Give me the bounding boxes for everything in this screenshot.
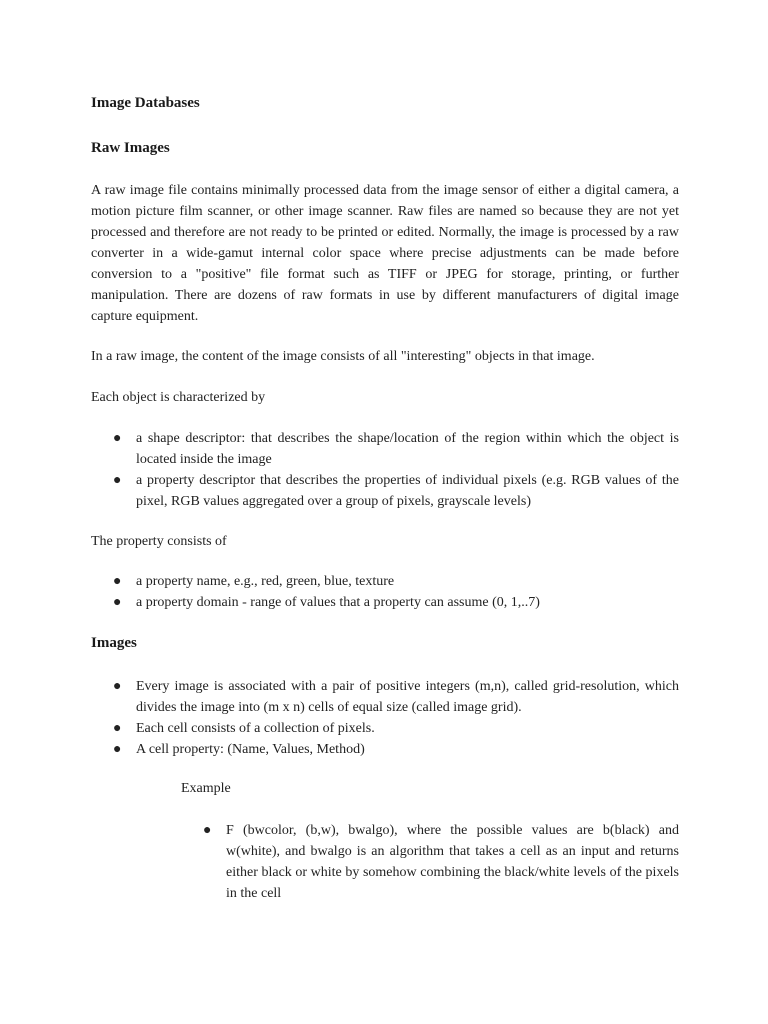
bullet-icon: ●: [113, 431, 122, 446]
example-list: [203, 820, 679, 904]
list-item-text: Every image is associated with a pair of positive integers (m,n), called grid-resolution, which divides the image into (m x n) cells of equal size (called image grid).: [136, 679, 679, 715]
raw-images-intro-paragraph: A raw image file contains minimally processed data from the image sensor of either a digital camera, a motion picture film scanner, or other image scanner. Raw files are named so because they are not yet processed and therefore are not ready to be printed or edited. Normally, the image is processed by a raw converter in a wide-gamut internal color space where precise adjustments can be made before conversion to a "positive" file format such as TIFF or JPEG for storage, printing, or further manipulation. There are dozens of raw formats in use by different manufacturers of digital image capture equipment.: [91, 183, 679, 324]
list-item: [113, 718, 679, 739]
bullet-icon: ●: [113, 595, 122, 610]
list-item: [113, 739, 679, 760]
list-item-text: a property name, e.g., red, green, blue, texture: [136, 574, 395, 589]
example-label: Example: [181, 781, 231, 796]
section-heading-images: Images: [91, 635, 137, 651]
list-item-text: A cell property: (Name, Values, Method): [136, 742, 365, 757]
property-list: [113, 571, 679, 613]
list-item: [113, 571, 679, 592]
bullet-icon: ●: [113, 473, 122, 488]
property-consists-paragraph: The property consists of: [91, 534, 227, 549]
list-item-text: a property domain - range of values that a property can assume (0, 1,..7): [136, 595, 540, 610]
bullet-icon: ●: [113, 721, 122, 736]
list-item-text: Each cell consists of a collection of pixels.: [136, 721, 375, 736]
list-item-text: a property descriptor that describes the properties of individual pixels (e.g. RGB values of the pixel, RGB values aggregated over a group of pixels, grayscale levels): [136, 473, 679, 509]
document-title: Image Databases: [91, 95, 200, 111]
list-item-text: a shape descriptor: that describes the shape/location of the region within which the object is located inside the image: [136, 431, 679, 467]
images-list: [113, 676, 679, 760]
list-item: [113, 470, 679, 512]
raw-image-content-paragraph: In a raw image, the content of the image consists of all "interesting" objects in that image.: [91, 349, 595, 364]
bullet-icon: ●: [113, 742, 122, 757]
list-item: [113, 592, 679, 613]
section-heading-raw-images: Raw Images: [91, 140, 170, 156]
bullet-icon: ●: [113, 574, 122, 589]
bullet-icon: ●: [113, 679, 122, 694]
object-characterized-paragraph: Each object is characterized by: [91, 390, 266, 405]
bullet-icon: ●: [203, 823, 212, 838]
descriptor-list: [113, 428, 679, 512]
list-item: [203, 820, 679, 904]
list-item: [113, 676, 679, 718]
list-item: [113, 428, 679, 470]
list-item-text: F (bwcolor, (b,w), bwalgo), where the possible values are b(black) and w(white), and bwalgo is an algorithm that takes a cell as an input and returns either black or white by somehow combining the black/white levels of the pixels in the cell: [226, 823, 679, 901]
